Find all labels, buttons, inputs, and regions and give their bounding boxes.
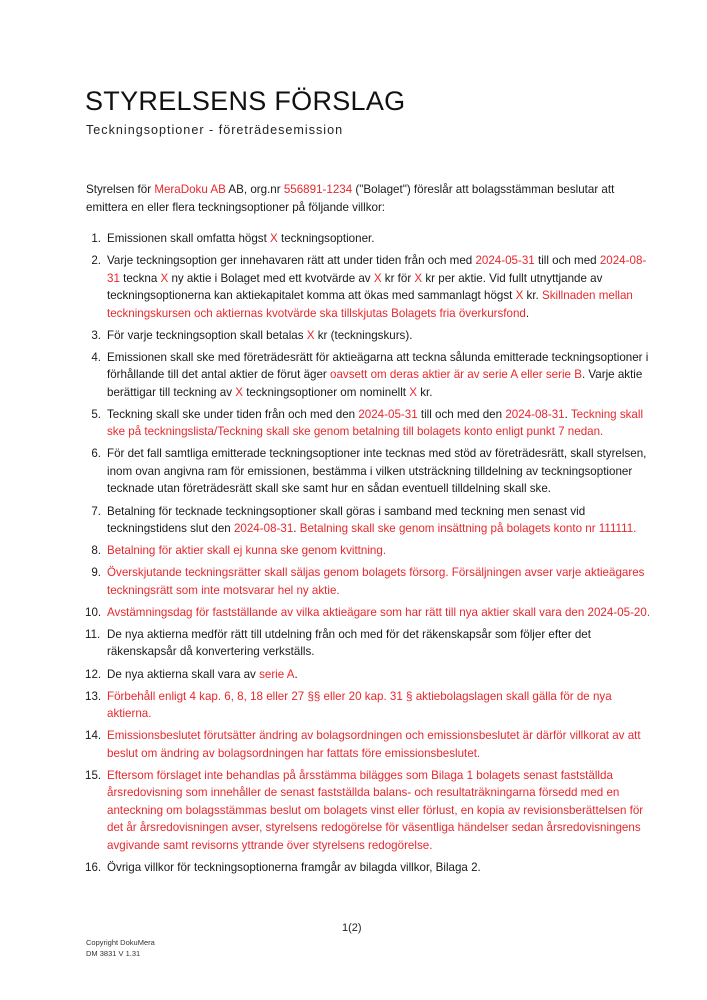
body-text: Styrelsen för [86,183,155,196]
placeholder-text: Eftersom förslaget inte behandlas på årsstämma bilägges som Bilaga 1 bolagets senast fastställda årsredovisning som innehåller de senast fastställda balans- och resultaträkningarna försedd med en anteckning om bolagsstämmas beslut om bolagets vinst eller förlust, en kopia av revisionsberättelsen för det år årsredovisningen avser, styrelsens redogörelse för väsentliga händelser sedan årsredovisningens avgivande samt revisorns yttrande över styrelsens redogörelse. [107,768,644,852]
list-item [86,564,656,599]
list-item [86,688,656,723]
body-text: kr för [381,271,415,285]
placeholder-text: X [270,232,278,245]
footer-version: DM 3831 V 1.31 [86,949,141,958]
page-number: 1(2) [342,922,362,934]
list-number: 2. [91,254,101,268]
body-text: Emissionen skall omfatta högst [107,232,271,245]
list-item [86,327,656,345]
body-text: teckningsoptioner om nominellt [242,385,410,399]
list-number: 15. [85,768,102,782]
body-text: Övriga villkor för teckningsoptionerna framgår av bilagda villkor, Bilaga 2. [107,860,481,874]
placeholder-text: 2024-08-31 [233,522,294,536]
placeholder-text: X [235,385,243,399]
placeholder-text: oavsett om deras aktier är av serie A eller serie B [330,368,582,382]
placeholder-text: 2024-08-31 [505,407,565,421]
body-text: kr. [523,289,542,303]
placeholder-text: X [160,271,169,285]
body-text: ("Bolaget") föreslår att bolagsstämman beslutar att emittera en eller flera teckningsoptioner på följande villkor: [86,183,615,214]
body-text: AB, org.nr [225,183,284,196]
placeholder-text: X [306,328,315,342]
list-item [86,727,656,762]
list-number: 6. [91,447,101,461]
body-text: kr (teckningskurs). [314,328,413,342]
placeholder-text: Skillnaden mellan teckningskursen och aktiernas kvotvärde ska tillskjutas Bolagets fria överkursfond [107,289,633,320]
placeholder-text: 556891-1234 [283,183,353,196]
body-text: Varje teckningsoption ger innehavaren rätt att under tiden från och med [107,254,476,268]
list-item [86,604,656,622]
placeholder-text: Teckning skall ske på teckningslista/Teckning skall ske genom betalning till bolagets konto enligt punkt 7 nedan. [107,407,644,439]
body-text: . [525,306,530,320]
placeholder-text: 2024-05-31 [358,407,418,421]
body-text: kr per aktie. Vid fullt utnyttjande av teckningsoptionerna kan aktiekapitalet komma att ökas med sammanlagt högst [107,271,603,303]
page-title: STYRELSENS FÖRSLAG [85,86,406,116]
list-number: 4. [91,350,101,364]
list-number: 14. [85,729,102,743]
list-item [86,767,656,855]
placeholder-text: 2024-05-31 [475,254,535,268]
list-item [86,230,656,248]
placeholder-text: X [373,271,382,285]
body-text: kr. [416,385,433,399]
list-item [86,349,656,402]
footer-copyright: Copyright DokuMera [86,938,155,947]
page-subtitle: Teckningsoptioner - företrädesemission [86,123,344,137]
body-text: . Varje aktie berättigar till teckning av [107,368,643,399]
body-text: till och med [534,254,600,268]
intro-paragraph [86,181,646,216]
placeholder-text: Överskjutande teckningsrätter skall säljas genom bolagets försorg. Försäljningen avser varje aktieägares teckningsrätt som inte motsvarar hel ny aktie. [107,566,645,597]
placeholder-text: serie A [259,667,295,681]
placeholder-text: Avstämningsdag för fastställande av vilka aktieägare som har rätt till nya aktier skall vara den 2024-05-20. [107,605,651,619]
list-number: 5. [91,407,101,421]
list-number: 11. [85,627,101,641]
body-text: För det fall samtliga emitterade teckningsoptioner inte tecknas med stöd av företrädesrätt, skall styrelsen, inom ovan angivna ram för emissionen, bestämma i vilken utsträckning tilldelning av teckningsoptioner tecknade utan företrädesrätt skall ske samt hur en sådan eventuell tilldelning skall ske. [107,447,647,496]
body-text: Teckning skall ske under tiden från och med den [107,407,359,421]
list-number: 16. [85,860,102,874]
list-item [86,445,656,498]
placeholder-text: Betalning skall ske genom insättning på bolagets konto nr 111111. [299,522,637,536]
placeholder-text: Emissionsbeslutet förutsätter ändring av bolagsordningen och emissionsbeslutet är därför villkorat av att beslut om ändring av bolagsordningen har fattats före emissionsbeslutet. [107,729,641,760]
conditions-list [86,230,656,881]
body-text: teckningsoptioner. [277,232,375,245]
placeholder-text: Betalning för aktier skall ej kunna ske genom kvittning. [107,544,387,558]
body-text: De nya aktierna medför rätt till utdelning från och med för det räkenskapsår som följer efter det räkenskapsår då konvertering verkställs. [107,627,591,659]
placeholder-text: X [414,271,423,285]
body-text: ny aktie i Bolaget med ett kvotvärde av [168,271,374,285]
list-number: 8. [91,544,101,558]
list-item [86,252,656,322]
placeholder-text: Förbehåll enligt 4 kap. 6, 8, 18 eller 27 §§ eller 20 kap. 31 § aktiebolagslagen skall gälla för de nya aktierna. [107,689,612,721]
list-number: 3. [91,328,101,342]
placeholder-text: 2024-08-31 [107,254,647,285]
list-number: 12. [85,667,102,681]
body-text: till och med den [417,407,506,421]
list-number: 7. [91,504,101,518]
list-item [86,626,656,661]
body-text: De nya aktierna skall vara av [107,667,260,681]
list-item [86,666,656,684]
list-item [86,406,656,441]
placeholder-text: X [515,289,524,303]
placeholder-text: MeraDoku AB [154,183,226,196]
list-number: 9. [91,566,101,580]
body-text: Betalning för tecknade teckningsoptioner skall göras i samband med teckning men senast vid teckningstidens slut den [107,504,586,536]
placeholder-text: X [409,385,417,399]
footer [86,937,155,959]
body-text: . [293,522,300,536]
body-text: . [564,407,571,421]
body-text: För varje teckningsoption skall betalas [107,328,307,342]
body-text: teckna [119,271,161,285]
list-number: 1. [91,232,101,245]
list-item [86,859,656,877]
body-text: . [294,667,298,681]
list-item [86,542,656,560]
body-text: Emissionen skall ske med företrädesrätt för aktieägarna att teckna sålunda emitterade teckningsoptioner i förhållande till det antal aktier de förut äger [107,350,649,382]
list-number: 10. [85,605,102,619]
list-number: 13. [85,689,102,703]
list-item [86,503,656,538]
